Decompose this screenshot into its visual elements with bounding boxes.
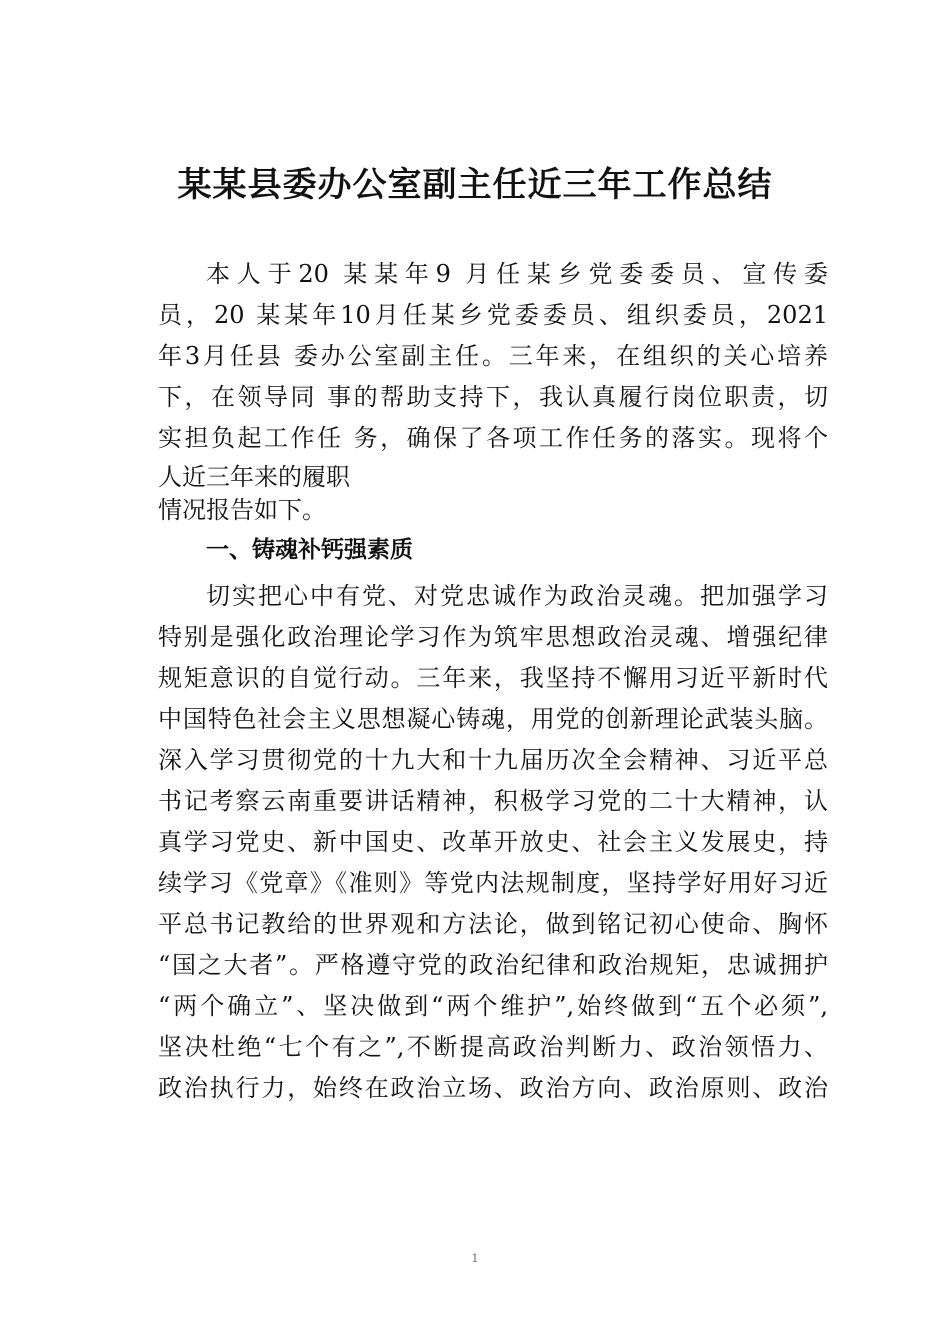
body-line: 规矩意识的自觉行动。三年来，我坚持不懈用习近平新时代 <box>158 664 828 692</box>
section-heading: 一、铸魂补钙强素质 <box>206 537 413 563</box>
intro-line: 本人于20 某某年9 月任某乡党委委员、宣传委 <box>206 260 828 288</box>
intro-line: 情况报告如下。 <box>158 496 326 524</box>
body-line: 书记考察云南重要讲话精神，积极学习党的二十大精神，认 <box>158 787 828 815</box>
body-line: “两个确立”、坚决做到“两个维护”,始终做到“五个必须”, <box>158 992 828 1020</box>
page-number: 1 <box>471 1252 479 1265</box>
body-line: 切实把心中有党、对党忠诚作为政治灵魂。把加强学习 <box>206 582 828 610</box>
body-line: 特别是强化政治理论学习作为筑牢思想政治灵魂、增强纪律 <box>158 623 828 651</box>
body-line: 坚决杜绝“七个有之”,不断提高政治判断力、政治领悟力、 <box>158 1033 828 1061</box>
document-title: 某某县委办公室副主任近三年工作总结 <box>177 165 773 205</box>
intro-line: 实担负起工作任 务，确保了各项工作任务的落实。现将个 <box>158 424 828 452</box>
body-line: 真学习党史、新中国史、改革开放史、社会主义发展史，持 <box>158 828 828 856</box>
intro-line: 下，在领导同 事的帮助支持下，我认真履行岗位职责，切 <box>158 383 828 411</box>
body-line: “国之大者”。严格遵守党的政治纪律和政治规矩，忠诚拥护 <box>158 951 828 979</box>
body-line: 深入学习贯彻党的十九大和十九届历次全会精神、习近平总 <box>158 746 828 774</box>
intro-line: 人近三年来的履职 <box>158 463 350 491</box>
intro-line: 年3月任县 委办公室副主任。三年来，在组织的关心培养 <box>158 342 828 370</box>
body-line: 中国特色社会主义思想凝心铸魂，用党的创新理论武装头脑。 <box>158 705 828 733</box>
intro-line: 员，20 某某年10月任某乡党委委员、组织委员，2021 <box>158 301 828 329</box>
body-line: 续学习《党章》《准则》等党内法规制度，坚持学好用好习近 <box>158 869 828 897</box>
body-line: 平总书记教给的世界观和方法论，做到铭记初心使命、胸怀 <box>158 910 828 938</box>
body-line: 政治执行力，始终在政治立场、政治方向、政治原则、政治 <box>158 1074 828 1102</box>
